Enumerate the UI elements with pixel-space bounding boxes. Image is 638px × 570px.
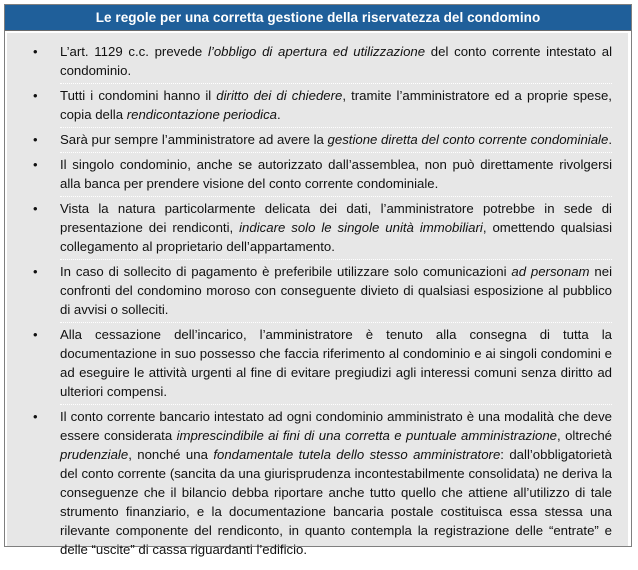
- rule-text: , oltreché: [557, 428, 612, 443]
- rule-item: [33, 325, 612, 405]
- bullet-icon: •: [33, 201, 38, 216]
- rules-box: [4, 4, 632, 557]
- bullet-icon: •: [33, 44, 38, 59]
- rule-text: Alla cessazione dell’incarico, l’amministratore è tenuto alla consegna di tutta la documentazione in suo possesso che faccia riferimento al condominio e ai singoli condomini e ad eseguire le attività urgenti al fine di evitare pregiudizi agli interessi comuni senza diritto ad ulteriori compensi.: [60, 327, 612, 399]
- rule-text-italic: gestione diretta del conto corrente condominiale: [327, 132, 609, 147]
- rule-text: Il singolo condominio, anche se autorizzato dall’assemblea, non può direttamente rivolgersi alla banca per prendere visione del conto corrente condominiale.: [60, 157, 612, 191]
- rule-item: [33, 86, 612, 128]
- rule-text-italic: fondamentale tutela dello stesso amministratore: [213, 447, 501, 462]
- rule-item: [33, 262, 612, 323]
- rule-text-italic: indicare solo le singole unità immobiliari: [239, 220, 483, 235]
- rule-text-italic: ad personam: [511, 264, 590, 279]
- rule-item: [33, 42, 612, 84]
- box-title: Le regole per una corretta gestione della riservatezza del condomino: [5, 5, 631, 31]
- rule-text-italic: imprescindibile ai fini di una corretta e puntuale amministrazione: [176, 428, 558, 443]
- bullet-icon: •: [33, 157, 38, 172]
- bullet-icon: •: [33, 327, 38, 342]
- rule-text: , tramite l’amministratore ed a proprie spese, copia della: [60, 88, 612, 122]
- bullet-icon: •: [33, 409, 38, 424]
- rule-item: [33, 130, 612, 153]
- rule-text: Sarà pur sempre l’amministratore ad avere la: [60, 132, 328, 147]
- rule-text: Tutti i condomini hanno il: [60, 88, 217, 103]
- rule-item: [33, 155, 612, 197]
- rule-text: nei confronti del condomino moroso con conseguente divieto di qualsiasi esposizione al pubblico di avvisi o solleciti.: [60, 264, 612, 317]
- rule-text: , omettendo qualsiasi collegamento al proprietario dell’appartamento.: [60, 220, 613, 254]
- rule-text: L’art. 1129 c.c. prevede: [60, 44, 208, 59]
- rule-text: .: [277, 107, 281, 122]
- rule-item: [33, 199, 613, 260]
- rule-text-italic: diritto dei di chiedere: [216, 88, 343, 103]
- bullet-icon: •: [33, 132, 38, 147]
- rule-text-italic: rendicontazione periodica: [126, 107, 278, 122]
- rule-text: In caso di sollecito di pagamento è preferibile utilizzare solo comunicazioni: [60, 264, 512, 279]
- rule-text-italic: prudenziale: [60, 447, 129, 462]
- rule-text-italic: l’obbligo di apertura ed utilizzazione: [207, 44, 426, 59]
- rules-content: [7, 33, 628, 557]
- rule-text: , nonché una: [128, 447, 214, 462]
- bullet-icon: •: [33, 88, 38, 103]
- rule-text: del conto corrente intestato al condominio.: [60, 44, 612, 78]
- rules-list: [7, 42, 628, 562]
- rule-text: Il conto corrente bancario intestato ad ogni condominio amministrato è una modalità che deve essere considerata: [60, 409, 612, 443]
- rule-text: Vista la natura particolarmente delicata dei dati, l’amministratore potrebbe in sede di presentazione dei rendiconti,: [60, 201, 612, 235]
- bullet-icon: •: [33, 264, 38, 279]
- rule-text: : dall’obbligatorietà del conto corrente (sancita da una giurisprudenza incontestabilmente consolidata) ne deriva la conseguenze che il bilancio debba riportare anche tutto quello che attiene all’utilizzo di tale strumento finanziario, e la documentazione bancaria postale costituisca essa stessa una rilevante componente del rendiconto, in quanto contempla la registrazione delle “entrate” e delle “uscite” di cassa riguardanti l’edificio.: [60, 447, 612, 557]
- rule-item: [33, 407, 612, 562]
- rule-text: .: [608, 132, 612, 147]
